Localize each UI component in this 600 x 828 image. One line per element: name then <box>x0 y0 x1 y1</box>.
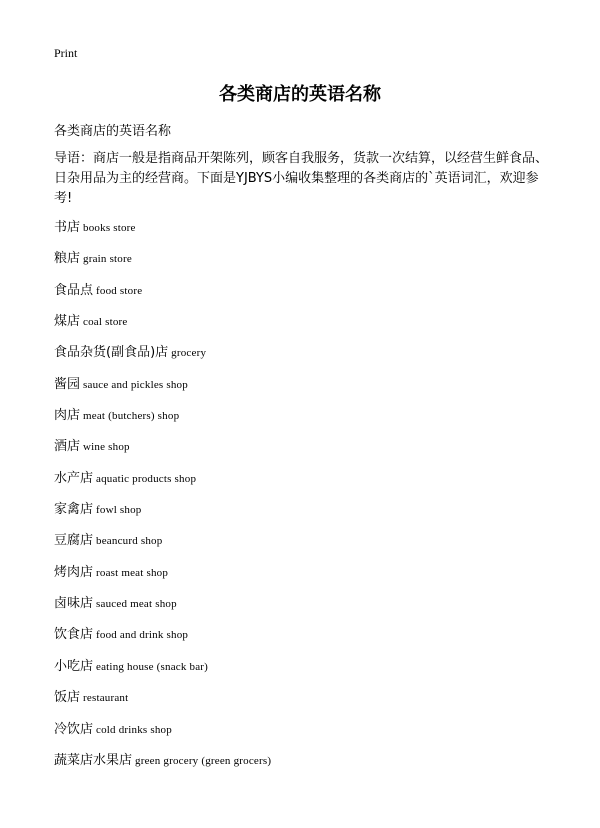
entry-chinese: 煤店 <box>54 314 81 330</box>
entry-english: sauce and pickles shop <box>83 378 188 391</box>
entry-english: beancurd shop <box>96 535 163 548</box>
intro-paragraph: 导语：商店一般是指商品开架陈列，顾客自我服务，货款一次结算，以经营生鲜食品、日杂用品为主的经营商。下面是YJBYS小编收集整理的各类商店的`英语词汇，欢迎参考! <box>54 151 549 206</box>
list-item <box>54 718 271 749</box>
entry-english: books store <box>83 222 136 234</box>
entry-chinese: 酱园 <box>54 376 81 392</box>
entry-english: grain store <box>83 253 132 266</box>
list-item <box>54 655 271 686</box>
document-subtitle: 各类商店的英语名称 <box>54 124 172 139</box>
list-item <box>54 592 271 623</box>
entry-english: coal store <box>83 316 128 329</box>
list-item <box>54 341 271 372</box>
entry-english: restaurant <box>83 692 129 705</box>
list-item <box>54 529 271 560</box>
list-item <box>54 247 271 278</box>
list-item <box>54 404 271 435</box>
entry-chinese: 水产店 <box>54 470 94 486</box>
store-name-list <box>54 216 271 780</box>
print-link[interactable]: Print <box>54 46 78 60</box>
list-item <box>54 749 271 780</box>
entry-chinese: 书店 <box>54 220 81 235</box>
entry-english: grocery <box>171 347 207 360</box>
entry-chinese: 豆腐店 <box>54 533 94 549</box>
entry-chinese: 小吃店 <box>54 658 94 674</box>
entry-chinese: 肉店 <box>54 408 81 424</box>
entry-chinese: 饭店 <box>54 690 81 706</box>
list-item <box>54 561 271 592</box>
entry-english: food and drink shop <box>96 629 189 642</box>
entry-chinese: 酒店 <box>54 439 81 455</box>
entry-chinese: 食品杂货(副食品)店 <box>54 345 169 361</box>
entry-chinese: 烤肉店 <box>54 564 94 580</box>
entry-english: fowl shop <box>96 504 142 517</box>
list-item <box>54 216 271 247</box>
list-item <box>54 435 271 466</box>
entry-english: roast meat shop <box>96 566 169 579</box>
list-item <box>54 310 271 341</box>
entry-english: sauced meat shop <box>96 598 177 611</box>
list-item <box>54 623 271 654</box>
entry-chinese: 家禽店 <box>54 502 94 518</box>
list-item <box>54 279 271 310</box>
entry-chinese: 蔬菜店水果店 <box>54 752 133 768</box>
document-title: 各类商店的英语名称 <box>219 84 381 105</box>
entry-chinese: 卤味店 <box>54 596 94 612</box>
entry-english: eating house (snack bar) <box>96 660 209 673</box>
list-item <box>54 686 271 717</box>
entry-chinese: 食品点 <box>54 282 94 298</box>
list-item <box>54 467 271 498</box>
entry-english: cold drinks shop <box>96 723 172 736</box>
entry-english: wine shop <box>83 441 130 454</box>
entry-chinese: 冷饮店 <box>54 721 94 737</box>
entry-chinese: 饮食店 <box>54 627 94 643</box>
list-item <box>54 373 271 404</box>
list-item <box>54 498 271 529</box>
entry-english: aquatic products shop <box>96 472 197 485</box>
entry-english: food store <box>96 284 143 297</box>
entry-chinese: 粮店 <box>54 251 81 267</box>
entry-english: green grocery (green grocers) <box>135 754 272 767</box>
entry-english: meat (butchers) shop <box>83 410 180 423</box>
